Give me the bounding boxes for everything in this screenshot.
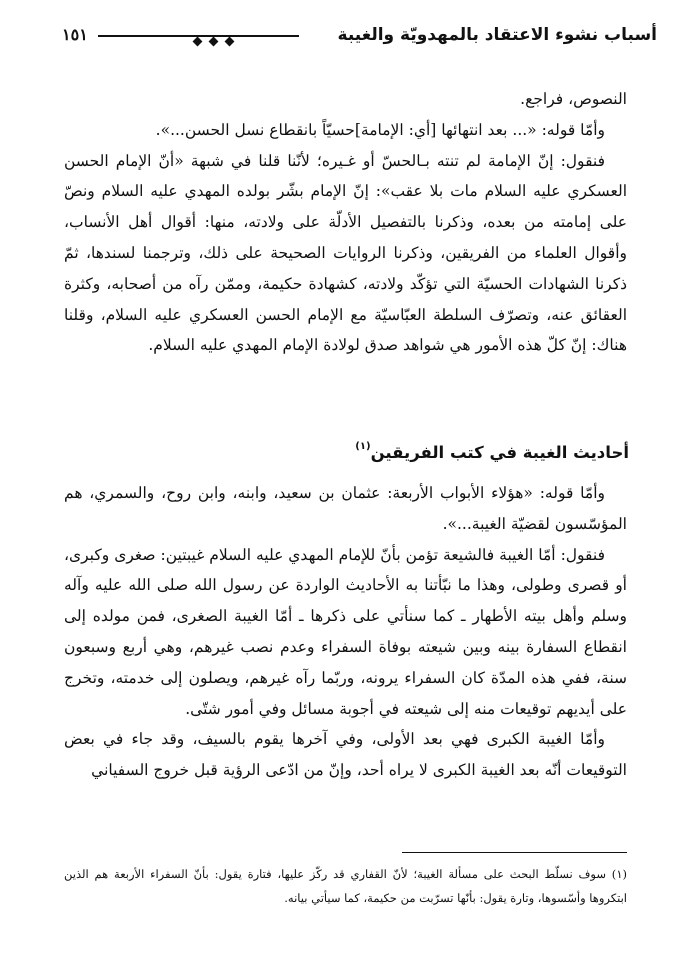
footnote-separator bbox=[402, 852, 627, 853]
header-ornament bbox=[190, 30, 252, 42]
paragraph: النصوص، فراجع. bbox=[520, 90, 627, 108]
paragraph: وأمّا الغيبة الكبرى فهي بعد الأولى، وفي آخرها يقوم بالسيف، وقد جاء في بعض التوقيعات أنّه بعد الغيبة الكبرى لا يراه أحد، وإنّ من ادّعى الرؤية قبل خروج السفياني bbox=[64, 730, 627, 780]
paragraph: وأمّا قوله: «... بعد انتهائها [أي: الإمامة]حسيّاً بانقطاع نسل الحسن...». bbox=[155, 120, 605, 139]
paragraph: وأمّا قوله: «هؤلاء الأبواب الأربعة: عثمان بن سعيد، وابنه، وابن روح، والسمري، هم المؤسّسون لقضيّة الغيبة...». bbox=[64, 484, 627, 533]
paragraph: فنقول: أمّا الغيبة فالشيعة تؤمن بأنّ للإمام المهدي عليه السلام غيبتين: صغرى وكبرى، أو قصرى وطولى، وهذا ما نبّأتنا به الأحاديث الواردة عن رسول الله صلى الله عليه وآله وسلم وأهل بيته الأطهار ـ كما سنأتي على ذكرها ـ أمّا الغيبة الصغرى، فمن مولده إلى انقطاع السفارة بينه وبين شيعته بوفاة السفراء وعدم نصب غيرهم، وهي أربع وسبعون سنة، ففي هذه المدّة كان السفراء يرونه، وربّما رآه غيرهم، ويصلون إلى خدمته، وتخرج على أيديهم توقيعات منه إلى شيعته في أجوبة مسائل وفي أمور شتّى. bbox=[64, 545, 627, 718]
running-title: أسباب نشوء الاعتقاد بالمهدويّة والغيبة bbox=[337, 25, 657, 45]
paragraph: فنقول: إنّ الإمامة لم تنته بـالحسّ أو غـيره؛ لأنّنا قلنا في شبهة «أنّ الإمام الحسن العسكري عليه السلام مات بلا عقب»: إنّ الإمام بشّر بولده المهدي عليه السلام ونصّ على إمامته من بعده، وذكرنا بالتفصيل الأدلّة على ولادته، منها: أقوال أهل الأنساب، وأقوال العلماء من الفريقين، وذكرنا الروايات الصحيحة على ذلك، وترجمنا لسندها، ثمّ ذكرنا الشهادات الحسيّة التي تؤكّد ولادته، كشهادة حكيمة، وممّن رآه من أصحابه، وكثرة العقائق عنه، وتصرّف السلطة العبّاسيّة مع الإمام الحسن العسكري عليه السلام، وقلنا هناك: إنّ كلّ هذه الأمور هي شواهد صدق لولادة الإمام المهدي عليه السلام. bbox=[64, 151, 627, 355]
footnote: (١) سوف نسلّط البحث على مسألة الغيبة؛ لأنّ القفاري قد ركّز عليها، فتارة يقول: بأنّ السفراء الأربعة هم الذين ابتكروها وأسّسوها، وتارة يقول: بأنّها تسرّبت من حكيمة، كما سيأتي بيانه. bbox=[64, 867, 627, 905]
body-text-bottom bbox=[64, 478, 627, 786]
footnotes bbox=[64, 862, 627, 910]
footnote-reference: (١) bbox=[355, 441, 371, 452]
section-heading bbox=[64, 432, 629, 468]
section-heading-title: أحاديث الغيبة في كتب الفريقين bbox=[370, 443, 629, 462]
page-header bbox=[62, 22, 657, 50]
body-text-top bbox=[64, 84, 627, 361]
page-number: ١٥١ bbox=[62, 25, 88, 44]
